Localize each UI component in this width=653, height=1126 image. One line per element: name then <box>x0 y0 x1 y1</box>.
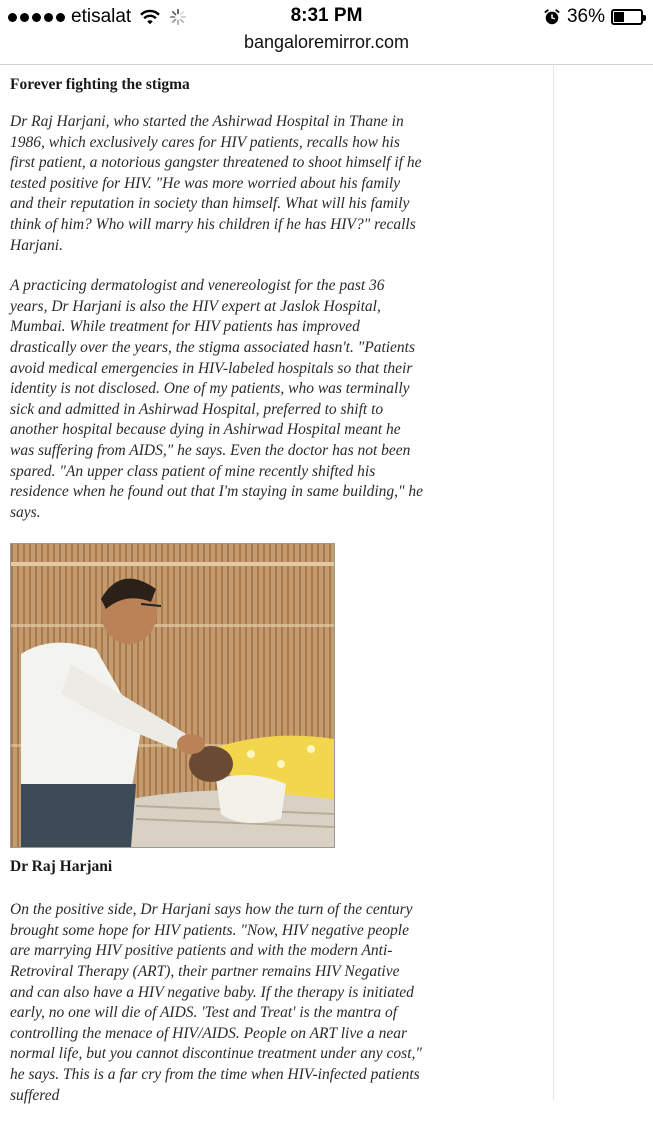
battery-icon <box>611 9 643 25</box>
url-text[interactable]: bangaloremirror.com <box>243 32 410 52</box>
status-time: 8:31 PM <box>290 5 363 26</box>
article-photo[interactable] <box>10 543 335 848</box>
header-divider <box>0 64 653 65</box>
article-paragraph-2: A practicing dermatologist and venereologist for the past 36 years, Dr Harjani is also the HIV expert at Jaslok Hospital, Mumbai. While treatment for HIV patients has improved drastically over the years, the stigma associated hasn't. "Patients avoid medical emergencies in HIV-labeled hospitals so that their identity is not disclosed. One of my patients, who was terminally sick and admitted in Ashirwad Hospital, preferred to shift to another hospital because dying in Ashirwad Hospital meant he was suffering from AIDS," he says. Even the doctor has not been spared. "An upper class patient of mine recently shifted his residence when he found out that I'm staying in same building," he says. <box>10 277 424 521</box>
carrier-name: etisalat <box>71 6 132 27</box>
alarm-icon <box>543 8 561 26</box>
status-bar <box>0 0 653 34</box>
doctor-patient-photo <box>11 544 334 847</box>
article-paragraph-3: On the positive side, Dr Harjani says how the turn of the century brought some hope for HIV patients. "Now, HIV negative people are marrying HIV positive patients and with the modern Anti-Retroviral Therapy (ART), their partner remains HIV Negative and can also have a HIV negative baby. If the therapy is initiated early, no one will die of AIDS. 'Test and Treat' is the mantra of controlling the menace of HIV/AIDS. People on ART live a near normal life, but you cannot discontinue treatment under any cost," he says. This is a far cry from the time when HIV-infected patients suffered <box>10 901 422 1104</box>
photo-caption: Dr Raj Harjani <box>10 858 113 876</box>
status-right <box>543 6 643 28</box>
article-paragraph-1: Dr Raj Harjani, who started the Ashirwad Hospital in Thane in 1986, which exclusively cares for HIV patients, recalls how his first patient, a notorious gangster threatened to shoot himself if he tested positive for HIV. "He was more worried about his family and their reputation in society than himself. What will his family think of him? Who will marry his children if he has HIV?" recalls Harjani. <box>10 113 422 254</box>
section-heading: Forever fighting the stigma <box>10 76 190 93</box>
battery-percent: 36% <box>566 6 605 27</box>
address-bar[interactable] <box>0 32 653 60</box>
column-border <box>553 64 554 1100</box>
article-body <box>10 74 425 1126</box>
